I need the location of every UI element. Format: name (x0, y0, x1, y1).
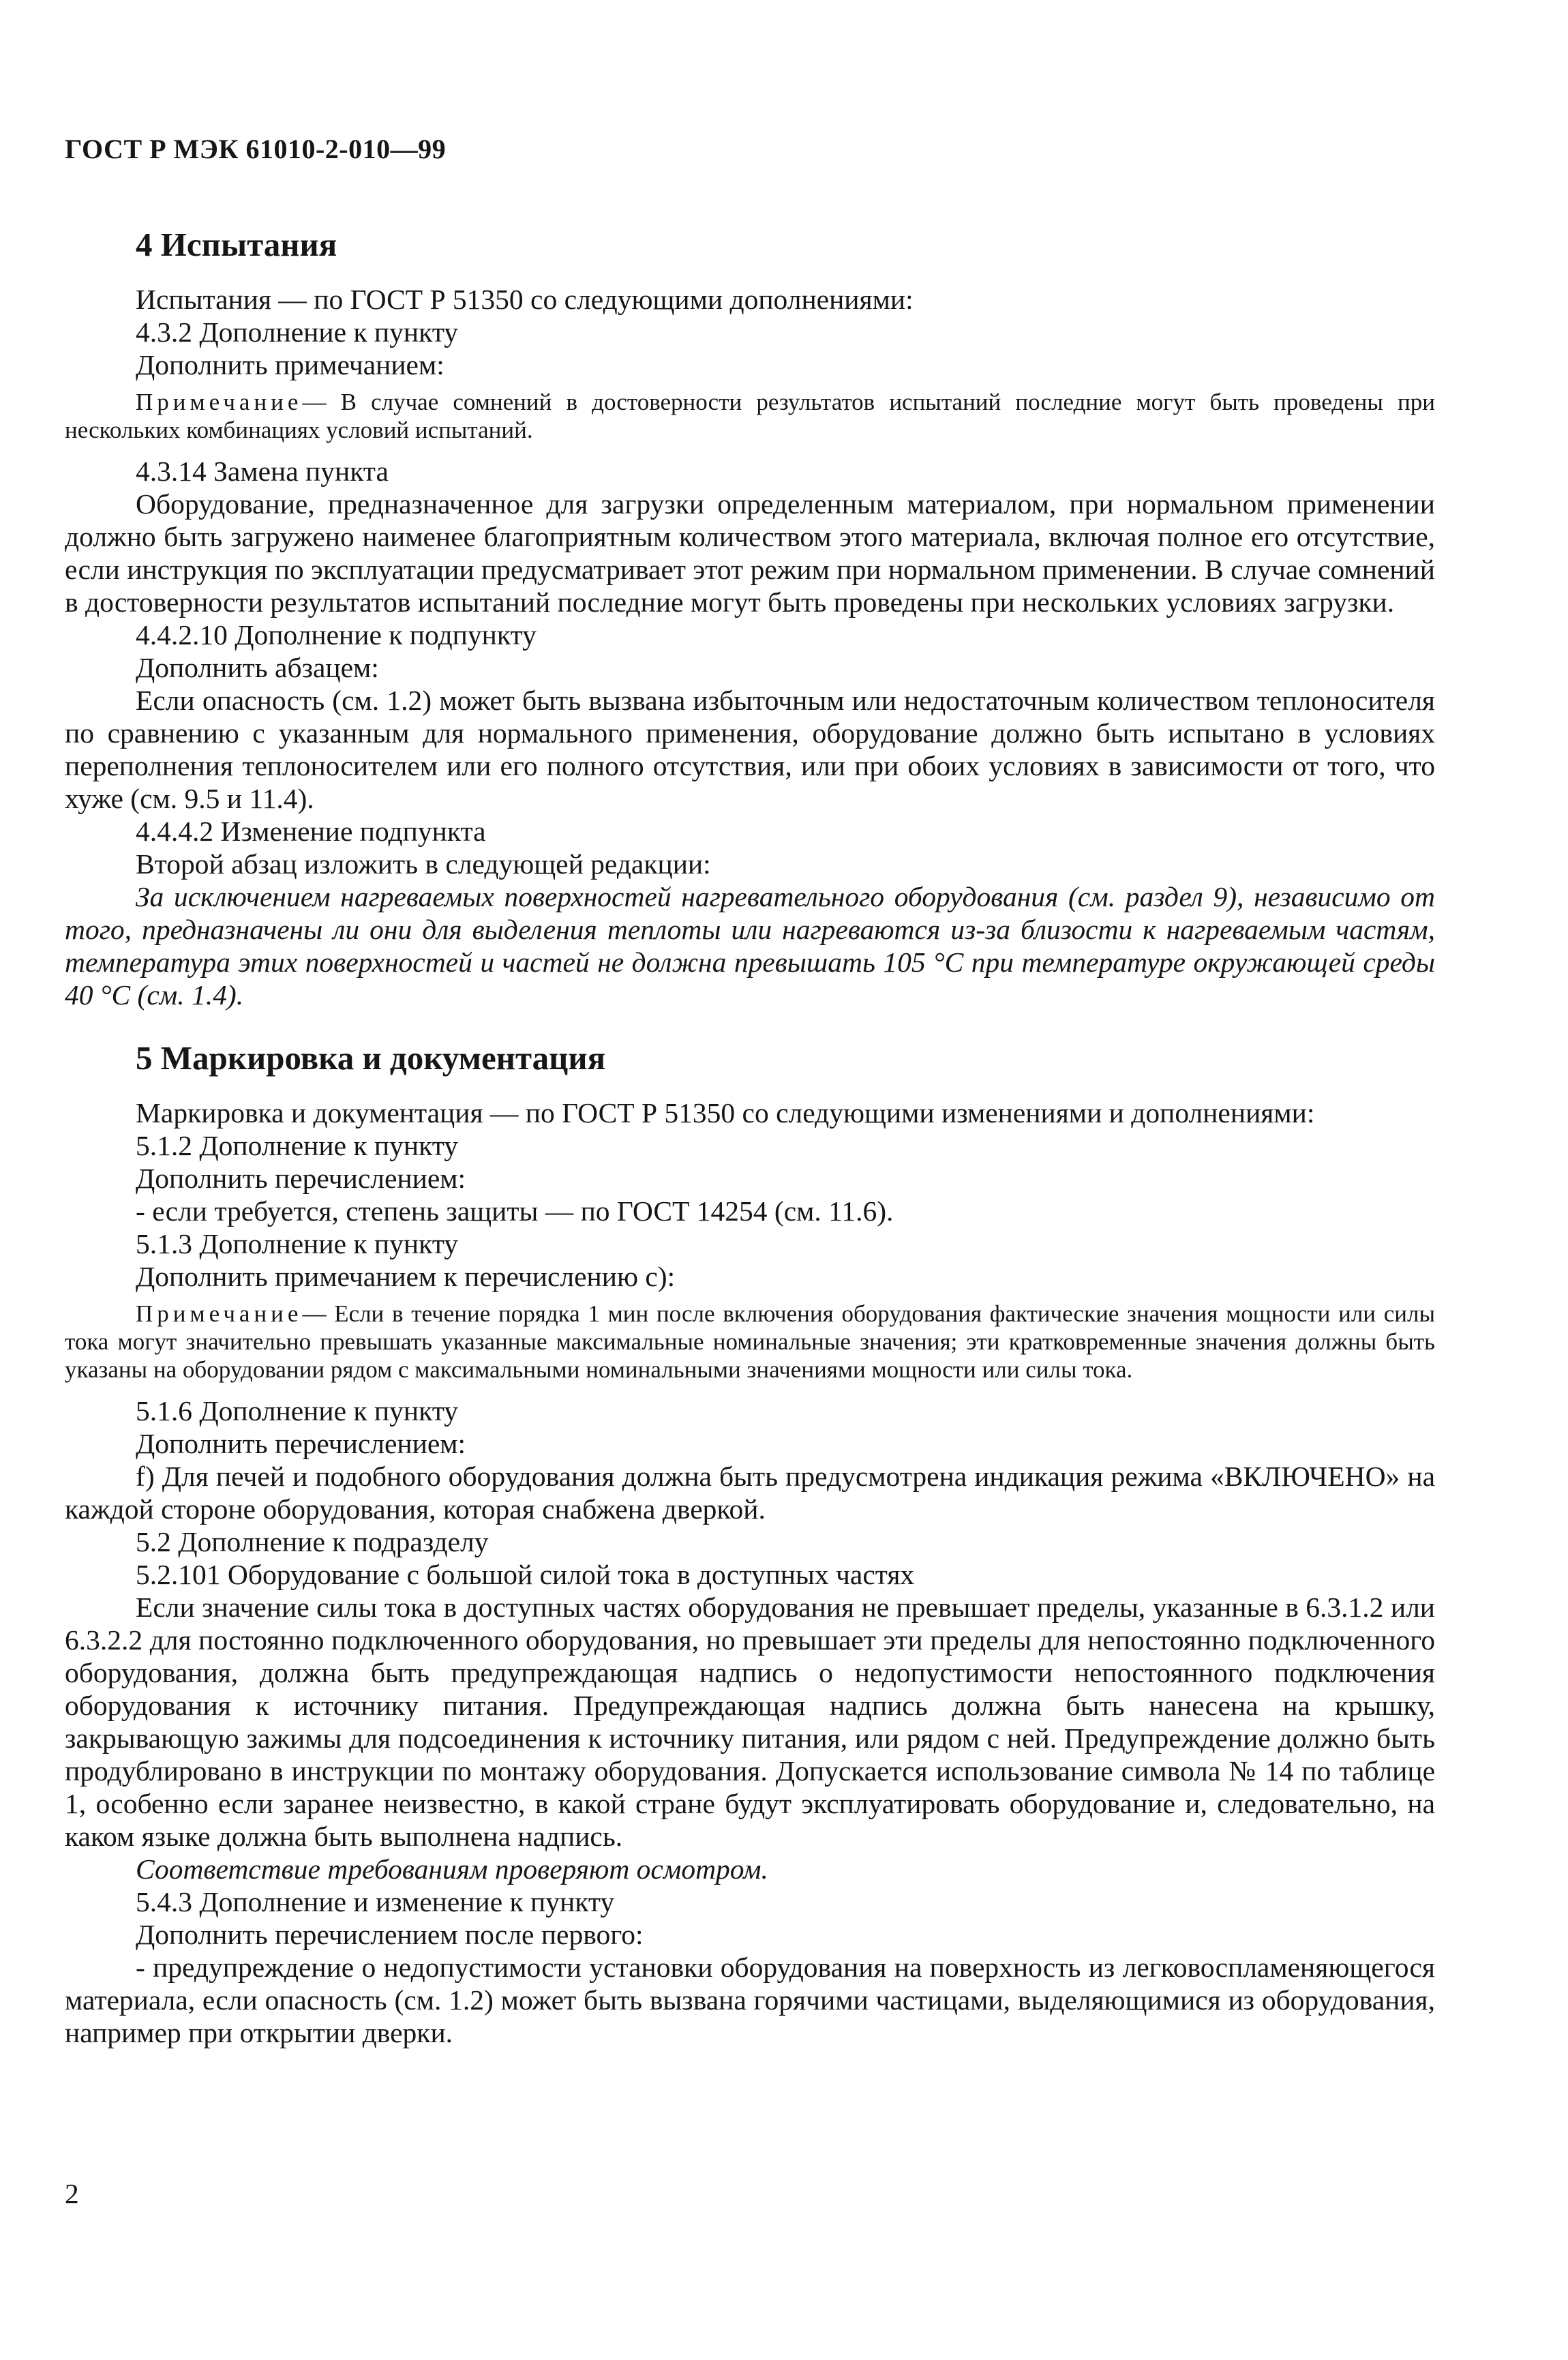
paragraph: 5.2 Дополнение к подразделу (136, 1526, 489, 1557)
section-5-title: 5 Маркировка и документация (136, 1039, 606, 1077)
paragraph: Если значение силы тока в доступных частях оборудования не превышает пределы, указанные в 6.3.1.2 или 6.3.2.2 для постоянно подключенного оборудования, но превышает эти пределы для непостоянно подключенного оборудования, должна быть предупреждающая надпись о недопустимости непостоянного подключения оборудования к источнику питания. Предупреждающая надпись должна быть нанесена на крышку, закрывающую зажимы для подсоединения к источнику питания, или рядом с ней. Предупреждение должно быть продублировано в инструкции по монтажу оборудования. Допускается использование символа № 14 по таблице 1, особенно если заранее неизвестно, в какой стране будут эксплуатировать оборудование и, следовательно, на каком языке должна быть выполнена надпись. (65, 1592, 1435, 1852)
section-4-title: 4 Испытания (136, 226, 337, 263)
paragraph: 5.1.3 Дополнение к пункту (136, 1228, 459, 1259)
paragraph: Дополнить перечислением после первого: (136, 1919, 644, 1950)
paragraph: 4.3.14 Замена пункта (136, 455, 389, 487)
document-page (65, 133, 1435, 2049)
paragraph: 5.2.101 Оборудование с большой силой тока в доступных частях (136, 1559, 915, 1590)
italic-paragraph: За исключением нагреваемых поверхностей нагревательного оборудования (см. раздел 9), независимо от того, предназначены ли они для выделения теплоты или нагреваются из-за близости к нагреваемым частям, температура этих поверхностей и частей не должна превышать 105 °С при температуре окружающей среды 40 °С (см. 1.4). (65, 881, 1435, 1011)
paragraph: - если требуется, степень защиты — по ГОСТ 14254 (см. 11.6). (136, 1195, 894, 1227)
paragraph: 4.4.2.10 Дополнение к подпункту (136, 619, 537, 651)
paragraph: Испытания — по ГОСТ Р 51350 со следующими дополнениями: (136, 284, 914, 315)
note (65, 1300, 1435, 1384)
paragraph: Дополнить абзацем: (136, 652, 379, 683)
paragraph: f) Для печей и подобного оборудования должна быть предусмотрена индикация режима «ВКЛЮЧЕНО» на каждой стороне оборудования, которая снабжена дверкой. (65, 1461, 1435, 1525)
note (65, 388, 1435, 444)
page-number: 2 (65, 2178, 79, 2209)
note-label: Примечание (136, 389, 303, 415)
paragraph: 4.4.4.2 Изменение подпункта (136, 816, 486, 847)
italic-paragraph: Соответствие требованиям проверяют осмотром. (136, 1853, 768, 1885)
paragraph: 5.1.2 Дополнение к пункту (136, 1130, 459, 1161)
note-label: Примечание (136, 1300, 303, 1327)
paragraph: 5.4.3 Дополнение и изменение к пункту (136, 1886, 615, 1917)
paragraph: - предупреждение о недопустимости установки оборудования на поверхность из легковоспламеняющегося материала, если опасность (см. 1.2) может быть вызвана горячими частицами, выделяющимися из оборудования, например при открытии дверки. (65, 1952, 1435, 2048)
note-text: — В случае сомнений в достоверности результатов испытаний последние могут быть проведены при нескольких комбинациях условий испытаний. (65, 389, 1435, 443)
paragraph: Маркировка и документация — по ГОСТ Р 51350 со следующими изменениями и дополнениями: (136, 1097, 1315, 1129)
paragraph: Если опасность (см. 1.2) может быть вызвана избыточным или недостаточным количеством теплоносителя по сравнению с указанным для нормального применения, оборудование должно быть испытано в условиях переполнения теплоносителем или его полного отсутствия, или при обоих условиях в зависимости от того, что хуже (см. 9.5 и 11.4). (65, 685, 1435, 814)
paragraph: 4.3.2 Дополнение к пункту (136, 316, 459, 348)
paragraph: Дополнить примечанием: (136, 349, 444, 380)
paragraph: Дополнить перечислением: (136, 1428, 466, 1459)
paragraph: Дополнить примечанием к перечислению с): (136, 1261, 676, 1292)
paragraph: 5.1.6 Дополнение к пункту (136, 1395, 459, 1427)
paragraph: Оборудование, предназначенное для загрузки определенным материалом, при нормальном применении должно быть загружено наименее благоприятным количеством этого материала, включая полное его отсутствие, если инструкция по эксплуатации предусматривает этот режим при нормальном применении. В случае сомнений в достоверности результатов испытаний последние могут быть проведены при нескольких условиях загрузки. (65, 488, 1435, 618)
paragraph: Дополнить перечислением: (136, 1163, 466, 1194)
paragraph: Второй абзац изложить в следующей редакции: (136, 848, 711, 880)
document-header: ГОСТ Р МЭК 61010-2-010—99 (65, 134, 447, 164)
note-text: — Если в течение порядка 1 мин после включения оборудования фактические значения мощности или силы тока могут значительно превышать указанные максимальные номинальные значения; эти кратковременные значения должны быть указаны на оборудовании рядом с максимальными номинальными значениями мощности или силы тока. (65, 1300, 1435, 1383)
